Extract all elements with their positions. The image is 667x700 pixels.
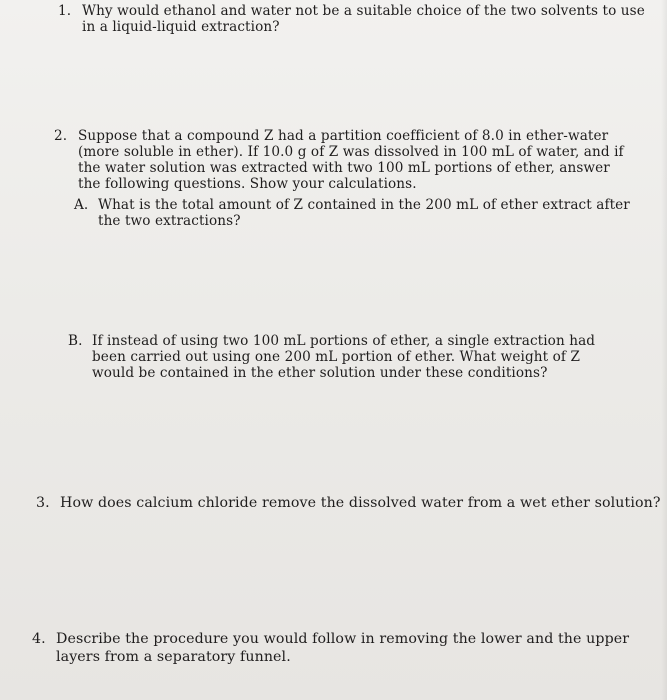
question-2b-line: been carried out using one 200 mL portion of ether. What weight of Z [92,349,580,365]
question-4-line: Describe the procedure you would follow in removing the lower and the upper [56,631,630,647]
question-2a-label: A. [74,197,89,213]
question-4-text [56,631,629,666]
question-2b-text [92,333,595,381]
question-2a-line: What is the total amount of Z contained in the 200 mL of ether extract after [98,197,630,213]
question-1-text [82,3,645,35]
question-3-number: 3. [36,495,50,511]
question-4-line: layers from a separatory funnel. [56,648,291,665]
question-1-number: 1. [58,3,72,19]
question-1-line: in a liquid-liquid extraction? [82,19,280,35]
question-2a-line: the two extractions? [98,213,241,229]
question-2b-label: B. [68,333,83,349]
page-edge-shadow [661,0,667,700]
question-2-line: the water solution was extracted with two 100 mL portions of ether, answer [78,160,610,176]
question-2-line: Suppose that a compound Z had a partition coefficient of 8.0 in ether-water [78,128,609,144]
question-2b-line: would be contained in the ether solution under these conditions? [92,365,548,381]
question-4-number: 4. [32,631,46,647]
question-2-line: the following questions. Show your calculations. [78,176,417,192]
question-3-line: How does calcium chloride remove the dissolved water from a wet ether solution? [60,495,661,511]
question-2a-text [98,197,630,229]
question-1-line: Why would ethanol and water not be a suitable choice of the two solvents to use [82,3,645,19]
question-2-line: (more soluble in ether). If 10.0 g of Z was dissolved in 100 mL of water, and if [78,144,624,160]
question-2b-line: If instead of using two 100 mL portions of ether, a single extraction had [92,333,596,349]
question-2-number: 2. [54,128,68,144]
question-2-text [78,128,624,192]
question-3-text [60,495,661,511]
